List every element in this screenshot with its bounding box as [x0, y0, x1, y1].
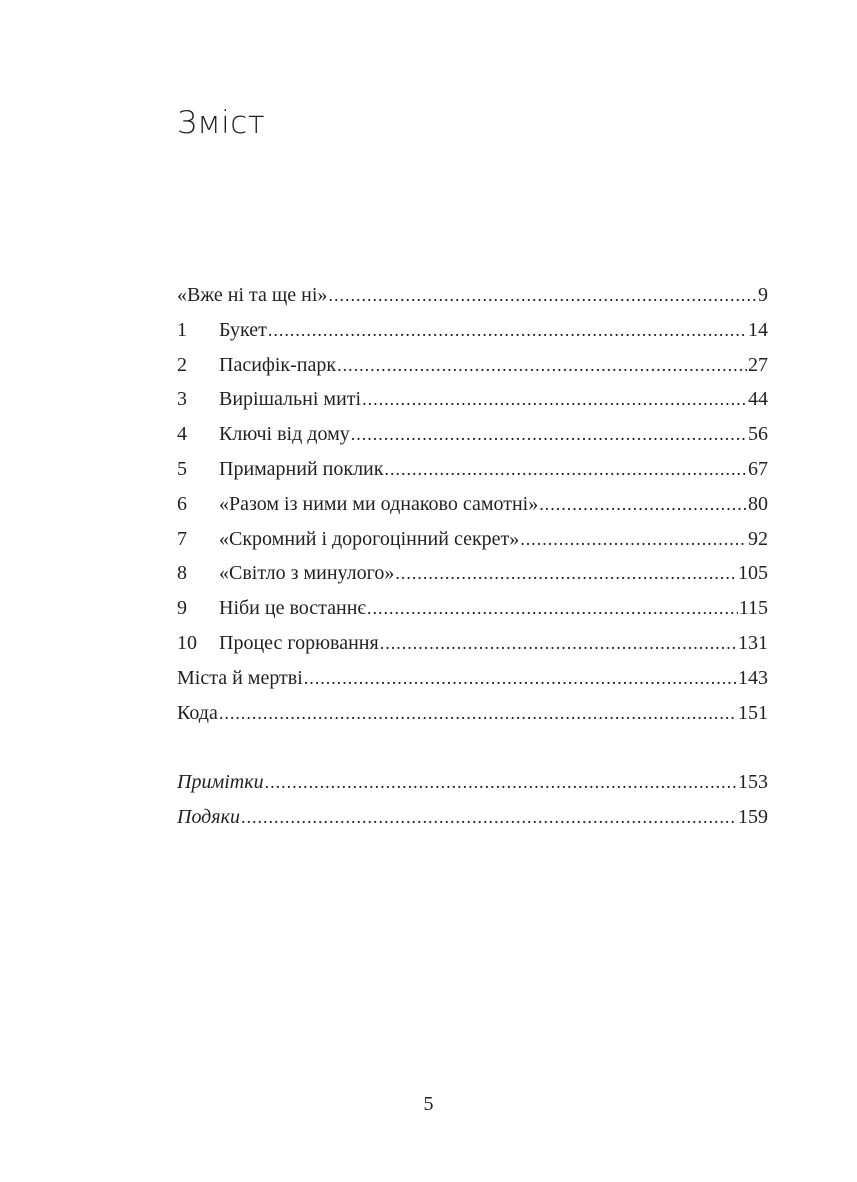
toc-entry-title: Примітки — [177, 771, 264, 794]
toc-entry — [177, 452, 768, 487]
toc-entry-page: 151 — [738, 701, 768, 724]
dot-leader — [367, 591, 738, 626]
toc-entry-number: 2 — [177, 353, 187, 376]
page-title: Зміст — [177, 105, 266, 141]
toc-entry-title: «Світло з минулого» — [219, 562, 395, 585]
toc-entry — [177, 487, 768, 522]
toc-entry — [177, 661, 768, 696]
toc-entry-page: 115 — [738, 597, 768, 620]
toc-entry — [177, 278, 768, 313]
toc-entry — [177, 696, 768, 731]
toc-entry-number: 10 — [177, 631, 197, 654]
dot-leader — [304, 661, 737, 696]
dot-leader — [380, 626, 737, 661]
toc-entry-number: 4 — [177, 423, 187, 446]
toc-entry-page: 80 — [748, 492, 768, 515]
toc-entry — [177, 765, 768, 800]
toc-entry-page: 105 — [738, 562, 768, 585]
toc-entry-page: 44 — [748, 388, 768, 411]
toc-entry-page: 143 — [738, 666, 768, 689]
toc-entry-page: 159 — [738, 805, 768, 828]
toc-entry-title: Букет — [219, 318, 267, 341]
toc-entry-title: Міста й мертві — [177, 666, 303, 689]
toc-entry-title: «Разом із ними ми однаково самотні» — [219, 492, 539, 515]
dot-leader — [268, 313, 747, 348]
toc-entry — [177, 313, 768, 348]
toc-entry-number: 3 — [177, 388, 187, 411]
dot-leader — [328, 278, 757, 313]
toc-entry — [177, 591, 768, 626]
toc-entry-title: Примарний поклик — [219, 457, 384, 480]
toc-entry-title: Процес горювання — [219, 631, 379, 654]
toc-entry-title: Кода — [177, 701, 218, 724]
dot-leader — [351, 417, 747, 452]
toc-entry — [177, 417, 768, 452]
toc-entry-page: 92 — [748, 527, 768, 550]
toc-entry-number: 5 — [177, 457, 187, 480]
toc-entry — [177, 348, 768, 383]
toc-entry-title: Ніби це востаннє — [219, 597, 366, 620]
toc-entry — [177, 382, 768, 417]
toc-entry-number: 7 — [177, 527, 187, 550]
toc-entry-title: Пасифік-парк — [219, 353, 337, 376]
toc-entry-number: 1 — [177, 318, 187, 341]
dot-leader — [384, 452, 747, 487]
dot-leader — [539, 487, 747, 522]
toc-entry-page: 27 — [748, 353, 768, 376]
table-of-contents — [177, 278, 768, 835]
toc-entry-page: 9 — [758, 284, 768, 306]
toc-entry-page: 131 — [738, 631, 768, 654]
dot-leader — [337, 348, 747, 383]
dot-leader — [520, 522, 747, 557]
toc-entry-title: «Скромний і дорогоцінний секрет» — [219, 527, 520, 550]
dot-leader — [395, 556, 737, 591]
page-number: 5 — [423, 1093, 434, 1115]
toc-entry-page: 14 — [748, 318, 768, 341]
dot-leader — [219, 696, 737, 731]
toc-entry-page: 56 — [748, 423, 768, 446]
dot-leader — [362, 382, 747, 417]
toc-entry-page: 153 — [738, 771, 768, 794]
toc-entry-title: Вирішальні миті — [219, 388, 362, 411]
toc-entry — [177, 522, 768, 557]
toc-entry-title: Ключі від дому — [219, 423, 350, 446]
toc-entry-title: «Вже ні та ще ні» — [177, 284, 328, 306]
dot-leader — [265, 765, 737, 800]
toc-entry-page: 67 — [748, 457, 768, 480]
toc-entry-number: 8 — [177, 562, 187, 585]
toc-entry — [177, 626, 768, 661]
toc-entry — [177, 800, 768, 835]
toc-entry-number: 6 — [177, 492, 187, 515]
toc-entry-title: Подяки — [177, 805, 240, 828]
toc-entry — [177, 556, 768, 591]
toc-entry-number: 9 — [177, 597, 187, 620]
dot-leader — [241, 800, 737, 835]
